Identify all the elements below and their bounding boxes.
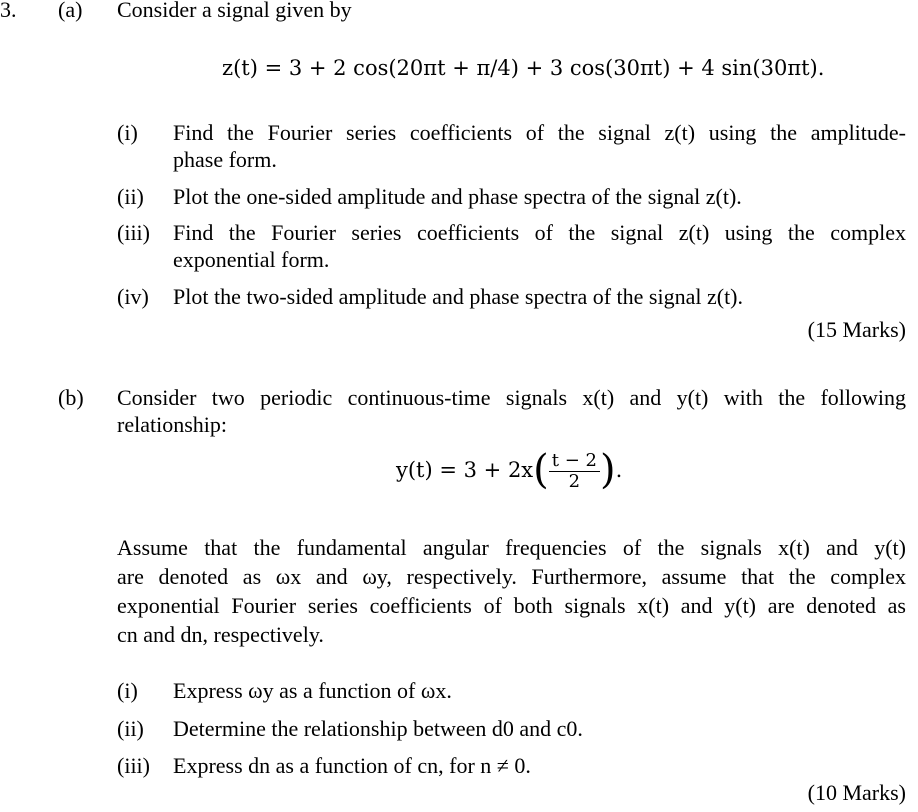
part-b-item-iii-label: (iii) [117, 753, 150, 778]
equation-end: . [615, 458, 623, 482]
part-a-label: (a) [58, 0, 83, 22]
right-paren: ) [599, 447, 616, 493]
part-a-item-ii-text: Plot the one-sided amplitude and phase spectra of the signal z(t). [173, 184, 742, 209]
part-a-item-iii-line1: Find the Fourier series coefficients of the signal z(t) using the complex [173, 220, 906, 245]
part-b-paragraph-line1: Assume that the fundamental angular frequencies of the signals x(t) and y(t) [117, 535, 906, 560]
part-a-item-i-line2: phase form. [173, 147, 277, 172]
part-a-item-iv-label: (iv) [117, 284, 149, 309]
equation-fraction [549, 451, 600, 492]
part-b-marks: (10 Marks) [807, 780, 906, 805]
part-b-paragraph-line3: exponential Fourier series coefficients of both signals x(t) and y(t) are denoted as [117, 593, 906, 618]
part-a-item-iv-text: Plot the two-sided amplitude and phase spectra of the signal z(t). [173, 284, 744, 309]
fraction-denominator: 2 [568, 471, 581, 492]
part-b-paragraph-line2: are denoted as ωx and ωy, respectively. Furthermore, assume that the complex [117, 564, 906, 589]
part-b-intro-line1: Consider two periodic continuous-time signals x(t) and y(t) with the following [117, 385, 906, 410]
part-a-intro: Consider a signal given by [117, 0, 352, 22]
part-b-item-i-label: (i) [117, 678, 138, 703]
question-number: 3. [0, 0, 17, 22]
part-a-item-i-label: (i) [117, 120, 138, 145]
part-a-item-ii-label: (ii) [117, 184, 144, 209]
part-b-item-ii-label: (ii) [117, 716, 144, 741]
part-b-label: (b) [58, 385, 84, 410]
part-b-paragraph-line4: cn and dn, respectively. [117, 622, 324, 647]
part-a-equation: z(t) = 3 + 2 cos(20πt + π/4) + 3 cos(30πt) + 4 sin(30πt). [222, 56, 825, 80]
part-b-item-ii-text: Determine the relationship between d0 and c0. [173, 716, 583, 741]
part-a-item-iii-line2: exponential form. [173, 247, 330, 272]
equation-lhs: y(t) = 3 + 2x [396, 458, 534, 482]
part-b-item-iii-text: Express dn as a function of cn, for n ≠ 0. [173, 753, 531, 778]
left-paren: ( [533, 447, 549, 493]
part-b-intro-line2: relationship: [117, 412, 227, 437]
part-a-item-iii-label: (iii) [117, 220, 150, 245]
part-a-item-i-line1: Find the Fourier series coefficients of the signal z(t) using the amplitude- [173, 120, 906, 145]
part-b-equation [396, 448, 622, 492]
fraction-numerator: t − 2 [549, 451, 600, 472]
part-b-item-i-text: Express ωy as a function of ωx. [173, 678, 452, 703]
part-a-marks: (15 Marks) [807, 317, 906, 342]
